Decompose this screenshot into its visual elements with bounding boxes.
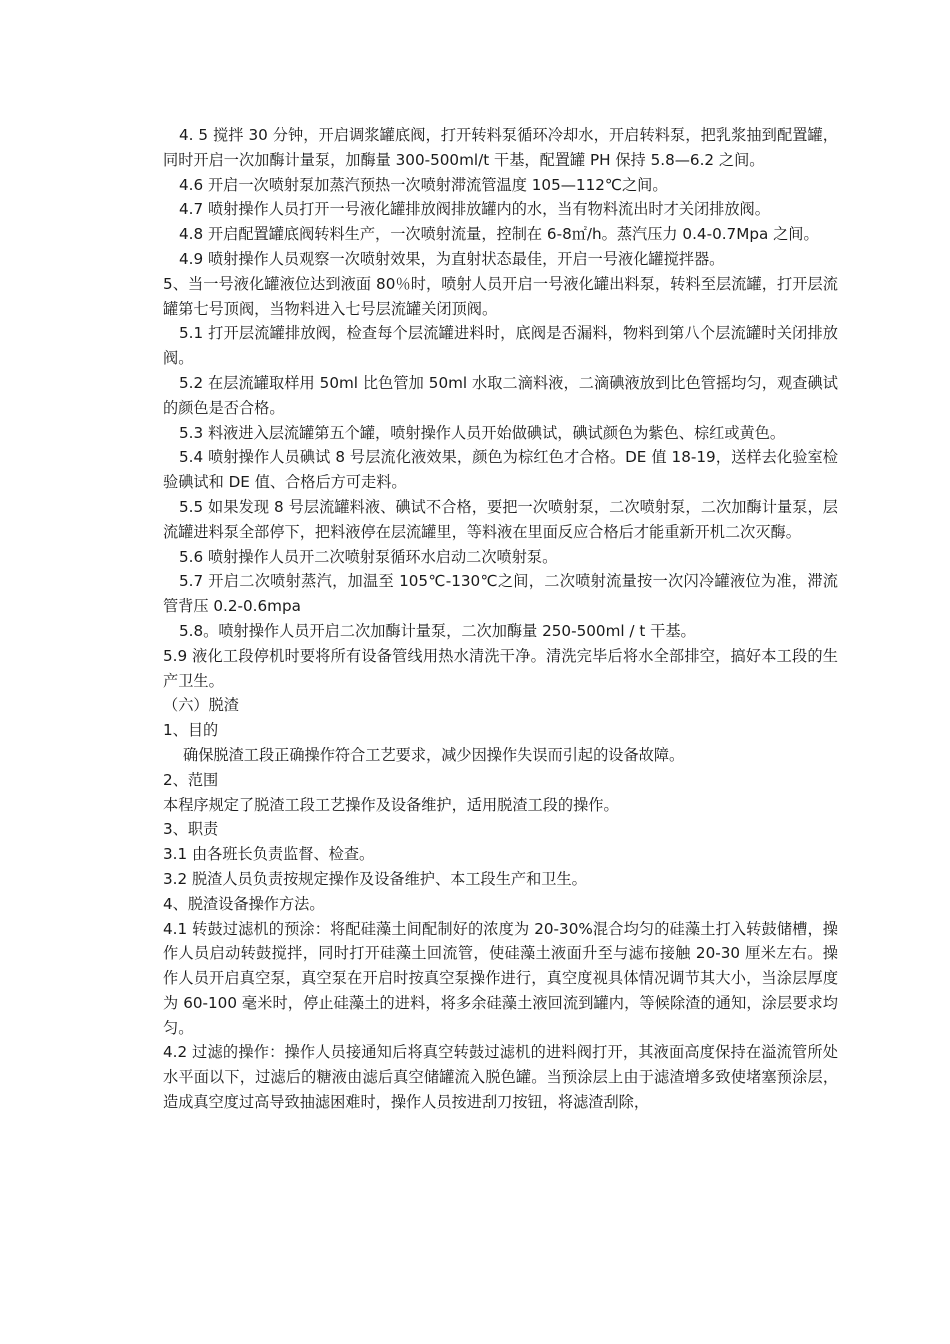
paragraph: 4. 5 搅拌 30 分钟，开启调浆罐底阀，打开转料泵循环冷却水，开启转料泵，把乳浆抽到配置罐，同时开启一次加酶计量泵，加酶量 300-500ml/t 干基，配置罐 PH 保持 5.8—6.2 之间。 <box>163 126 838 169</box>
paragraph: 本程序规定了脱渣工段工艺操作及设备维护，适用脱渣工段的操作。 <box>163 795 619 814</box>
paragraph: 4.1 转鼓过滤机的预涂：将配硅藻土间配制好的浓度为 20-30%混合均匀的硅藻土打入转鼓储槽，操作人员启动转鼓搅拌，同时打开硅藻土回流管，使硅藻土液面升至与滤布接触 20-30 厘米左右。操作人员开启真空泵，真空泵在开启时按真空泵操作进行，真空度视具体情况调节其大小，当涂层厚度为 60-100 毫米时，停止硅藻土的进料，将多余硅藻土液回流到罐内，等候除渣的通知，涂层要求均匀。 <box>163 919 838 1037</box>
paragraph: 5.3 料液进入层流罐第五个罐，喷射操作人员开始做碘试，碘试颜色为紫色、棕红或黄色。 <box>179 423 786 442</box>
subsection-heading: 1、目的 <box>163 721 219 740</box>
paragraph: 3.1 由各班长负责监督、检查。 <box>163 845 375 864</box>
paragraph: 4.9 喷射操作人员观察一次喷射效果，为直射状态最佳，开启一号液化罐搅拌器。 <box>179 249 725 268</box>
paragraph: 5、当一号液化罐液位达到液面 80％时，喷射人员开启一号液化罐出料泵，转料至层流罐，打开层流罐第七号顶阀，当物料进入七号层流罐关闭顶阀。 <box>163 274 838 318</box>
document-body <box>163 123 838 1115</box>
paragraph: 5.8。喷射操作人员开启二次加酶计量泵，二次加酶量 250-500ml / t 干基。 <box>179 621 696 640</box>
paragraph: 5.7 开启二次喷射蒸汽，加温至 105℃-130℃之间，二次喷射流量按一次闪冷罐液位为准，滞流管背压 0.2-0.6mpa <box>163 572 838 616</box>
paragraph: 4.6 开启一次喷射泵加蒸汽预热一次喷射滞流管温度 105—112℃之间。 <box>179 175 668 194</box>
paragraph: 4.8 开启配置罐底阀转料生产，一次喷射流量，控制在 6-8㎡/h。蒸汽压力 0.4-0.7Mpa 之间。 <box>179 225 819 244</box>
paragraph: 5.4 喷射操作人员碘试 8 号层流化液效果，颜色为棕红色才合格。DE 值 18-19，送样去化验室检验碘试和 DE 值、合格后方可走料。 <box>163 448 838 492</box>
paragraph: 5.1 打开层流罐排放阀，检查每个层流罐进料时，底阀是否漏料，物料到第八个层流罐时关闭排放阀。 <box>163 324 838 368</box>
paragraph: 4.7 喷射操作人员打开一号液化罐排放阀排放罐内的水，当有物料流出时才关闭排放阀。 <box>179 200 770 219</box>
paragraph: 确保脱渣工段正确操作符合工艺要求，减少因操作失误而引起的设备故障。 <box>183 745 685 764</box>
subsection-heading: 4、脱渣设备操作方法。 <box>163 894 325 913</box>
subsection-heading: 2、范围 <box>163 770 219 789</box>
paragraph: 4.2 过滤的操作：操作人员接通知后将真空转鼓过滤机的进料阀打开，其液面高度保持在溢流管所处水平面以下，过滤后的糖液由滤后真空储罐流入脱色罐。当预涂层上由于滤渣增多致使堵塞预涂层，造成真空度过高导致抽滤困难时，操作人员按进刮刀按钮，将滤渣刮除， <box>163 1043 838 1112</box>
paragraph: 5.5 如果发现 8 号层流罐料液、碘试不合格，要把一次喷射泵，二次喷射泵，二次加酶计量泵，层流罐进料泵全部停下，把料液停在层流罐里，等料液在里面反应合格后才能重新开机二次灭酶。 <box>163 497 838 541</box>
paragraph: 5.6 喷射操作人员开二次喷射泵循环水启动二次喷射泵。 <box>179 547 558 566</box>
paragraph: 5.9 液化工段停机时要将所有设备管线用热水清洗干净。清洗完毕后将水全部排空，搞好本工段的生产卫生。 <box>163 646 838 690</box>
section-heading: （六）脱渣 <box>163 696 239 715</box>
subsection-heading: 3、职责 <box>163 820 219 839</box>
paragraph: 3.2 脱渣人员负责按规定操作及设备维护、本工段生产和卫生。 <box>163 869 587 888</box>
paragraph: 5.2 在层流罐取样用 50ml 比色管加 50ml 水取二滴料液，二滴碘液放到比色管摇均匀，观查碘试的颜色是否合格。 <box>163 373 838 417</box>
